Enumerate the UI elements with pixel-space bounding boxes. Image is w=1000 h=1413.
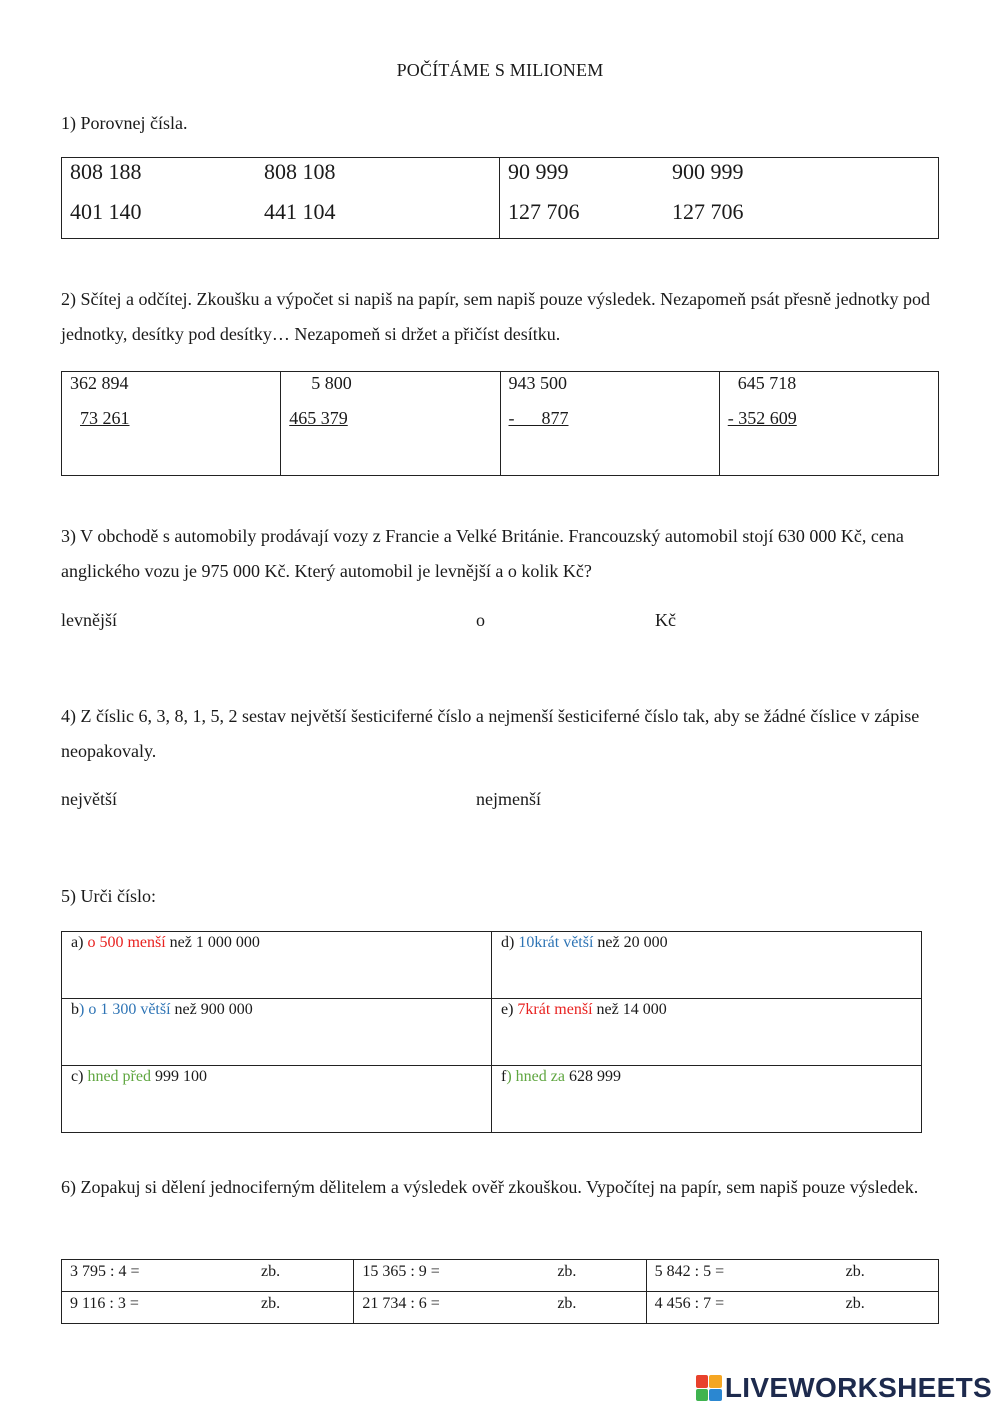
liveworksheets-logo-text: LIVEWORKSHEETS [724, 1372, 992, 1403]
liveworksheets-logo[interactable] [696, 1373, 992, 1403]
determine-cell-c[interactable]: c) hned před 999 100 [62, 1066, 492, 1133]
remainder-label: zb. [557, 1295, 577, 1312]
operand-top: 5 800 [311, 373, 352, 393]
division-cell[interactable] [646, 1292, 938, 1324]
division-cell[interactable] [646, 1260, 938, 1292]
remainder-label: zb. [845, 1295, 865, 1312]
smallest-label: nejmenší [476, 789, 541, 809]
division-expression: 21 734 : 6 = [362, 1295, 440, 1312]
compare-number: 441 104 [264, 199, 336, 224]
question-2-text: 2) Sčítej a odčítej. Zkoušku a výpočet si napiš na papír, sem napiš pouze výsledek. Nezapomeň psát přesně jednotky pod jednotky, desítky pod desítky… Nezapomeň si držet a přičíst desítku. [61, 289, 931, 344]
determine-cell-a[interactable]: a) o 500 menší než 1 000 000 [62, 932, 492, 999]
operand-bottom: 73 261 [80, 408, 130, 428]
compare-cell-right [500, 158, 939, 239]
difference-label: o [476, 610, 485, 630]
determine-number-table [61, 931, 922, 1133]
logo-square [696, 1389, 709, 1402]
arithmetic-cell[interactable] [281, 372, 500, 476]
compare-number: 127 706 [672, 199, 744, 224]
arithmetic-table [61, 371, 939, 476]
operand-bottom: - 352 609 [727, 408, 797, 428]
operand-top: 943 500 [508, 373, 567, 393]
remainder-label: zb. [261, 1263, 281, 1280]
operand-bottom: - 877 [508, 408, 569, 428]
determine-cell-f[interactable]: f) hned za 628 999 [491, 1066, 921, 1133]
logo-square [696, 1375, 709, 1388]
question-3-text: 3) V obchodě s automobily prodávají vozy z Francie a Velké Británie. Francouzský automobil stojí 630 000 Kč, cena anglického vozu je 975 000 Kč. Který automobil je levnější a o kolik Kč? [61, 526, 904, 581]
division-cell[interactable] [354, 1292, 646, 1324]
arithmetic-cell[interactable] [62, 372, 281, 476]
compare-number: 90 999 [508, 159, 569, 184]
division-cell[interactable] [62, 1260, 354, 1292]
currency-label: Kč [655, 610, 676, 630]
compare-cell-left [62, 158, 500, 239]
remainder-label: zb. [261, 1295, 281, 1312]
division-expression: 3 795 : 4 = [70, 1263, 140, 1280]
question-5-text: 5) Urči číslo: [61, 886, 156, 906]
question-6-text: 6) Zopakuj si dělení jednociferným dělitelem a výsledek ověř zkouškou. Vypočítej na papír, sem napiš pouze výsledek. [61, 1177, 919, 1197]
division-expression: 5 842 : 5 = [654, 1263, 725, 1280]
operand-bottom: 465 379 [289, 408, 348, 428]
compare-number: 808 108 [264, 159, 336, 184]
liveworksheets-logo-icon [696, 1375, 722, 1401]
logo-square [709, 1375, 722, 1388]
compare-number: 900 999 [672, 159, 744, 184]
compare-table [61, 157, 939, 239]
arithmetic-cell[interactable] [719, 372, 938, 476]
arithmetic-cell[interactable] [500, 372, 719, 476]
cheaper-label: levnější [61, 610, 117, 630]
question-4-text: 4) Z číslic 6, 3, 8, 1, 5, 2 sestav největší šesticiferné číslo a nejmenší šesticiferné číslo tak, aby se žádné číslice v zápise neopakovaly. [61, 706, 920, 761]
determine-cell-d[interactable]: d) 10krát větší než 20 000 [491, 932, 921, 999]
division-expression: 4 456 : 7 = [654, 1295, 725, 1312]
compare-number: 127 706 [508, 199, 580, 224]
division-table [61, 1259, 939, 1324]
determine-cell-b[interactable]: b) o 1 300 větší než 900 000 [62, 999, 492, 1066]
operand-top: 362 894 [70, 373, 129, 393]
division-cell[interactable] [354, 1260, 646, 1292]
compare-number: 808 188 [70, 159, 142, 184]
page-title: POČÍTÁME S MILIONEM [396, 60, 604, 80]
remainder-label: zb. [845, 1263, 865, 1280]
operand-top: 645 718 [737, 373, 797, 393]
division-cell[interactable] [62, 1292, 354, 1324]
question-1-text: 1) Porovnej čísla. [61, 113, 188, 133]
logo-square [709, 1389, 722, 1402]
division-expression: 15 365 : 9 = [362, 1263, 440, 1280]
division-expression: 9 116 : 3 = [70, 1295, 139, 1312]
determine-cell-e[interactable]: e) 7krát menší než 14 000 [491, 999, 921, 1066]
compare-number: 401 140 [70, 199, 142, 224]
largest-label: největší [61, 789, 117, 809]
remainder-label: zb. [557, 1263, 577, 1280]
